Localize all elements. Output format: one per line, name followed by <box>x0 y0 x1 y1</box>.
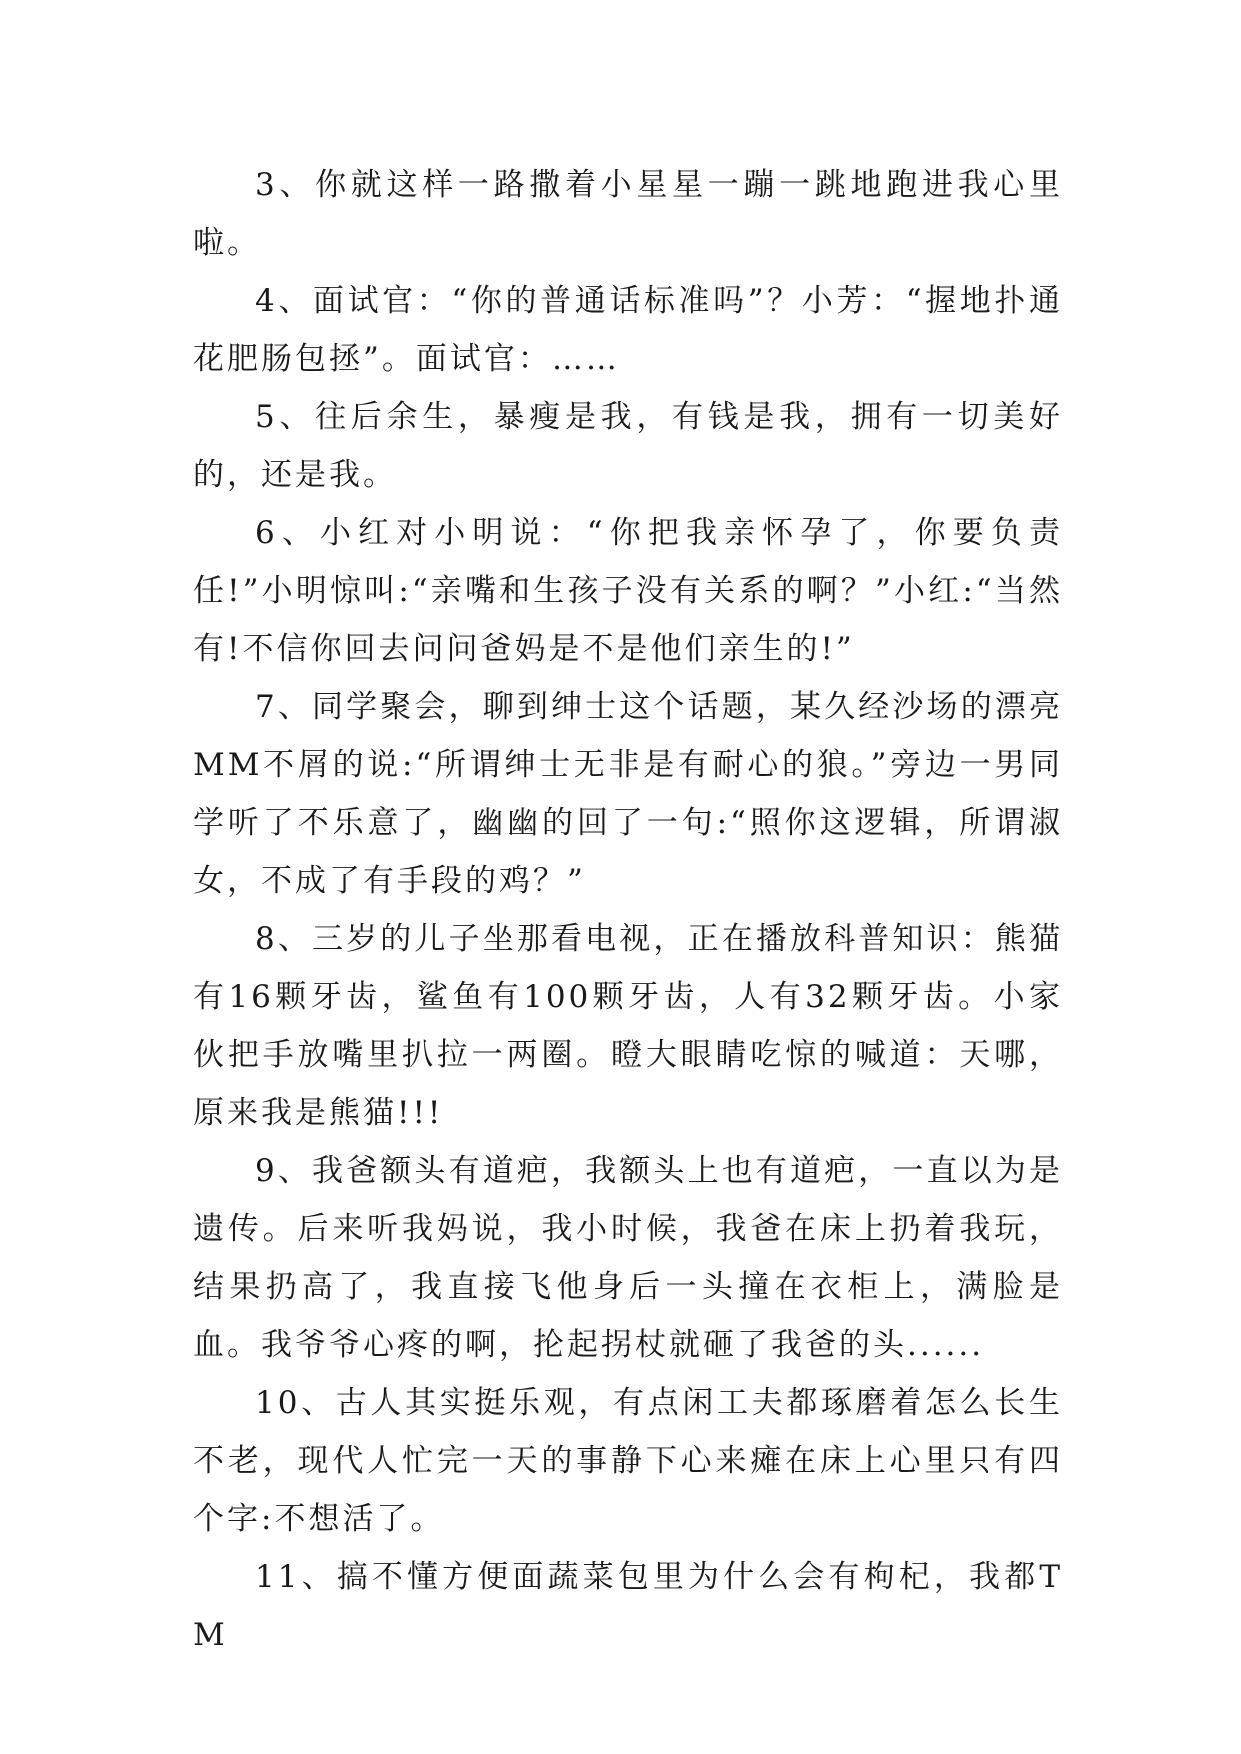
paragraph-4: 4、面试官：“你的普通话标准吗”？小芳：“握地扑通花肥肠包拯”。面试官：…… <box>193 283 1063 377</box>
paragraph-3: 3、你就这样一路撒着小星星一蹦一跳地跑进我心里啦。 <box>193 167 1063 261</box>
paragraph-9: 9、我爸额头有道疤，我额头上也有道疤，一直以为是遗传。后来听我妈说，我小时候，我爸在床上扔着我玩，结果扔高了，我直接飞他身后一头撞在衣柜上，满脸是血。我爷爷心疼的啊，抡起拐杖就砸了我爸的头...... <box>193 1153 1063 1363</box>
paragraph-10: 10、古人其实挺乐观，有点闲工夫都琢磨着怎么长生不老，现代人忙完一天的事静下心来瘫在床上心里只有四个字:不想活了。 <box>193 1385 1063 1537</box>
document-body <box>193 156 1063 1664</box>
paragraph-6: 6、小红对小明说：“你把我亲怀孕了，你要负责任!”小明惊叫:“亲嘴和生孩子没有关系的啊？”小红:“当然有!不信你回去问问爸妈是不是他们亲生的!” <box>193 515 1063 667</box>
paragraph-7: 7、同学聚会，聊到绅士这个话题，某久经沙场的漂亮MM不屑的说:“所谓绅士无非是有耐心的狼。”旁边一男同学听了不乐意了，幽幽的回了一句:“照你这逻辑，所谓淑女，不成了有手段的鸡？” <box>193 689 1063 899</box>
paragraph-11: 11、搞不懂方便面蔬菜包里为什么会有枸杞，我都TM <box>193 1559 1063 1653</box>
paragraph-5: 5、往后余生，暴瘦是我，有钱是我，拥有一切美好的，还是我。 <box>193 399 1063 493</box>
paragraph-8: 8、三岁的儿子坐那看电视，正在播放科普知识：熊猫有16颗牙齿，鲨鱼有100颗牙齿，人有32颗牙齿。小家伙把手放嘴里扒拉一两圈。瞪大眼睛吃惊的喊道：天哪，原来我是熊猫!!! <box>193 921 1063 1131</box>
